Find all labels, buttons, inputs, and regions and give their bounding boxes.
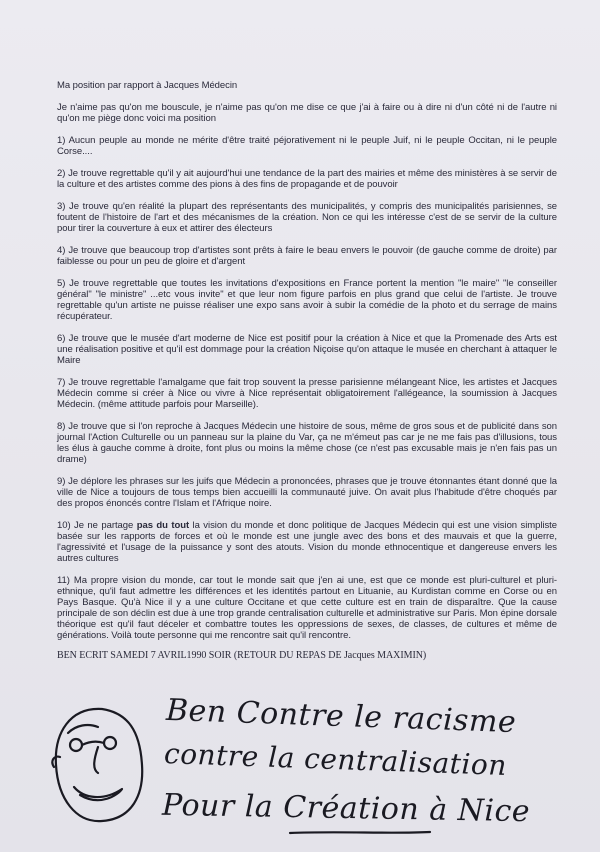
point-10-end: la vision du monde et donc politique de Jacques Médecin qui est une vision simpliste basée sur les rapports de forces et où le monde est une jungle avec des bons et des mauvais et que la guerre, l'agressivité et l'usage de la puissance y sont des atouts. Vision du monde ethnocentique et dangereuse envers les autres cultures [57,520,558,564]
point-4: 4) Je trouve que beaucoup trop d'artistes sont prêts à faire le beau envers le pouvoir (de gauche comme de droite) par faiblesse ou pour un peu de gloire et d'argent [57,245,557,267]
point-9: 9) Je déplore les phrases sur les juifs que Médecin a prononcées, phrases que je trouve étonnantes étant donné que la ville de Nice a toujours de tous temps bien accueilli la communauté juive. On avait plus l'habitude d'être choqués par des propos énoncés contre l'Islam et l'Afrique noire. [57,476,557,509]
smiley-face-drawing [40,695,170,845]
handwritten-line-2: contre la centralisation [163,737,508,782]
point-3: 3) Je trouve qu'en réalité la plupart des représentants des municipalités, y compris des municipalités parisiennes, se foutent de l'histoire de l'art et des mécanismes de la création. Non ce qui les intéresse c'est de se servir de la culture pour tirer la couverture à eux et attirer des électeurs [57,201,557,234]
document-title: Ma position par rapport à Jacques Médecin [57,80,238,91]
point-10 [57,520,557,564]
intro-paragraph: Je n'aime pas qu'on me bouscule, je n'aime pas qu'on me dise ce que j'ai à faire ou à dire ni d'un côté ni de l'autre ni qu'on me piège donc voici ma position [57,102,557,124]
handwritten-line-1: Ben Contre le racisme [165,692,517,741]
point-5: 5) Je trouve regrettable que toutes les invitations d'expositions en France portent la mention "le maire" "le conseiller général" "le ministre" ...etc vous invite" et que leur nom figure parfois en plus grand que celui de l'artiste. Je trouve regrettable qu'un artiste ne puisse réaliser une expo sans avoir à subir la comédie de la photo et du serrage de mains récupérateur. [57,278,557,322]
point-1: 1) Aucun peuple au monde ne mérite d'être traité péjorativement ni le peuple Juif, ni le peuple Occitan, ni le peuple Corse.... [57,135,557,157]
point-11: 11) Ma propre vision du monde, car tout le monde sait que j'en ai une, est que ce monde est pluri-culturel et pluri- ethnique, qu'il faut admettre les différences et les identités partout en Lituanie, au Kurdistan comme en Corse ou en Pays Basque. Qu'à Nice il y a une culture Occitane et que cette culture est en train de disparaître. Que la cause principale de son déclin est due à une trop grande centralisation culturelle et administrative sur Paris. Mon épine dorsale théorique est qu'il faut déceler et combattre toutes les oppressions de sexes, de classes, de cultures et même de générations. Voilà toute personne qui me rencontre sait qu'il rencontre. [57,575,557,641]
point-7: 7) Je trouve regrettable l'amalgame que fait trop souvent la presse parisienne mélangeant Nice, les artistes et Jacques Médecin comme si créer à Nice ou vivre à Nice représentait obligatoirement l'allégeance, la soumission à Jacques Médecin. (même attitude parfois pour Marseille). [57,377,557,410]
signed-line: BEN ECRIT SAMEDI 7 AVRIL1990 SOIR (RETOUR DU REPAS DE Jacques MAXIMIN) [57,650,427,661]
point-8: 8) Je trouve que si l'on reproche à Jacques Médecin une histoire de sous, même de gros sous et de publicité dans son journal l'Action Culturelle ou un panneau sur la plaine du Var, ça ne m'émeut pas car je ne me fais pas d'illusions, tous les élus à gauche comme à droite, font plus ou moins la même chose (ce n'est pas excusable mais je n'en fais pas un drame) [57,421,557,465]
point-2: 2) Je trouve regrettable qu'il y ait aujourd'hui une tendance de la part des mairies et même des ministères à se servir de la culture et des artistes comme des pions à des fins de propagande et de pouvoir [57,168,557,190]
handwritten-line-3: Pour la Création à Nice [161,787,531,830]
point-10-emphasis: pas du tout [136,520,190,531]
point-6: 6) Je trouve que le musée d'art moderne de Nice est positif pour la création à Nice et que la Promenade des Arts est une réalisation positive et qu'il est dommage pour la création Niçoise qu'on attaque le musée en cherchant à attaquer le Maire [57,333,557,366]
point-10-start: 10) Je ne partage [57,520,137,531]
typed-letter [57,80,557,672]
handwritten-inscription [40,692,600,845]
